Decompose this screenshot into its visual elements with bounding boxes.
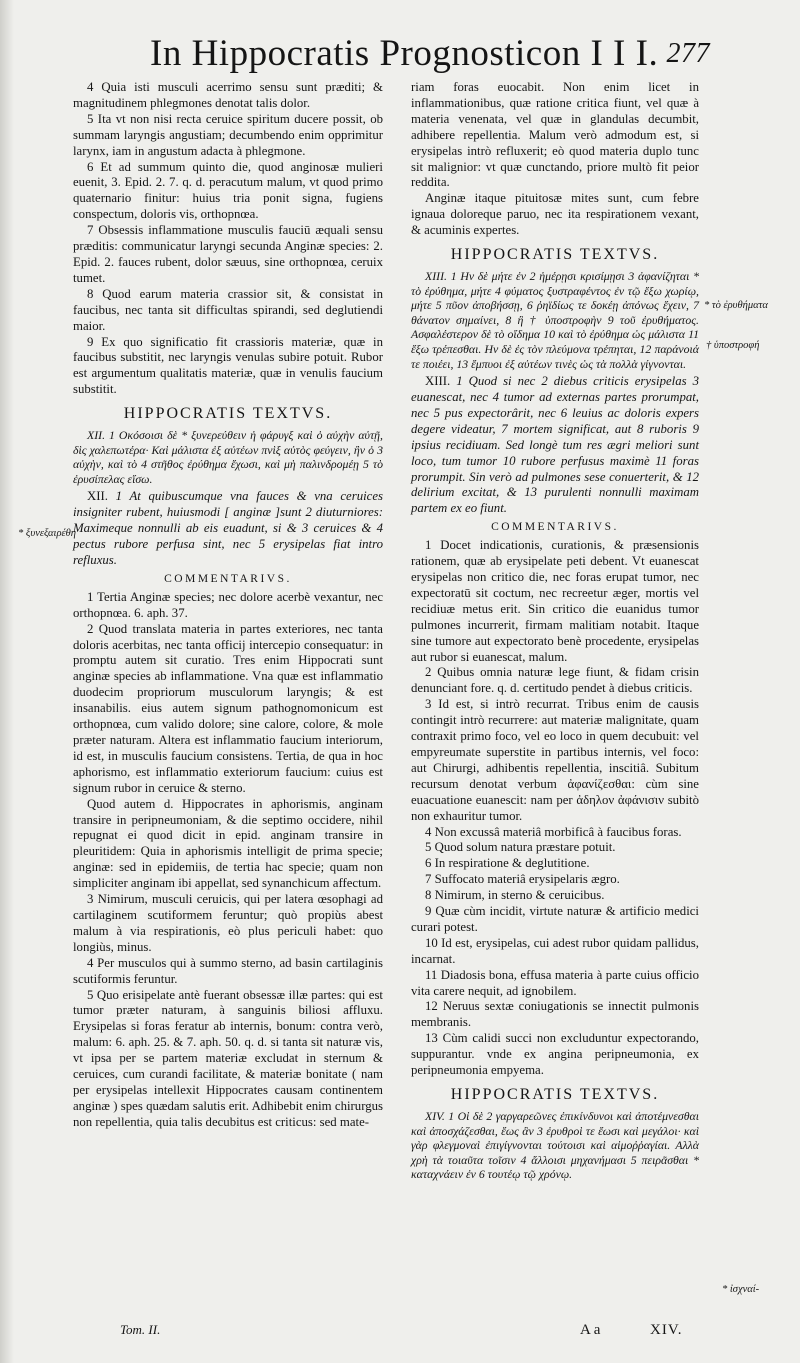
note-paragraph: 9 Ex quo significatio fit crassioris materiæ, quæ in faucibus substitit, nec laryngis venulas subire potuit. Rubor est argumentum qualitatis materiæ, quæ in venulis faucium substitit. (73, 334, 383, 397)
commentary-paragraph: 10 Id est, erysipelas, cui adest rubor quidam pallidus, incarnat. (411, 935, 699, 966)
latin-text-body: 1 Quod si nec 2 diebus criticis erysipelas 3 euanescat, nec 4 tumor ad externas partes prorumpat, nec 5 pus expectorârit, nec 6 leuius ac doloris expers degere videatur, 7 mortem significat, aut 8 ruboris 9 ipsius recidiuam. Sed longè tum res ægri meliori sunt loco, tum tumor 10 rubore perfusus maximè 11 foras prorumpit. Sin verò ad pulmones sese conuerterit, & 12 delirium excitat, & 13 purulenti nonnulli maximam partem ex eo fiunt. (411, 374, 699, 516)
section-title: HIPPOCRATIS TEXTVS. (123, 405, 333, 423)
latin-text-body: 1 At quibuscumque vna fauces & vna ceruices insigniter rubent, huiusmodi [ anginæ ]sunt 2 diuturniores: Maximeque nonnulli ab eis euadunt, si & 3 ceruices & 4 pectus rubore perfusa sint, nec 5 erysipelas fiat intro refluxus. (73, 489, 384, 568)
commentary-paragraph: 11 Diadosis bona, effusa materia à parte cuius officio vita carere nequit, ad ignobilem. (411, 967, 699, 998)
header-title: In Hippocratis Prognosticon I I I. (150, 33, 659, 74)
margin-note: * ἰσχναί- (722, 1284, 760, 1295)
section-title: HIPPOCRATIS TEXTVS. (450, 246, 660, 264)
greek-label: XIII. (425, 268, 447, 283)
greek-text-body: 1 Οἱ δὲ 2 γαργαρεῶνες ἐπικίνδυνοι καὶ ἀποτέμνεσθαι καὶ ἀποσχάζεσθαι, ἕως ἂν 3 ἐρυθροὶ τε ἔωσι καὶ μεγάλοι· καὶ γὰρ φλεγμοναὶ ἐπιγίγνονται τούτοισι καὶ αἱμοῤῥαγίαι. Αλλὰ χρὴ τὰ τοιαῦτα τοῖσιν 4 ἄλλοισι μηχανήμασι 5 πειρᾶσθαι * καταχνάειν ἐν 6 τουτέῳ τῷ χρόνῳ. (411, 1108, 699, 1182)
commentary-paragraph: 9 Quæ cùm incidit, virtute naturæ & artificio medici curari potest. (411, 904, 699, 934)
commentary-paragraph: Quod autem d. Hippocrates in aphorismis, anginam transire in peripneumoniam, & die septimo occidere, nihil repugnat ei quod dicit in epid. anginam transire in pleuritidem: Quia in aphorismis intelligit de prima specie; anginæ: sed in epidemiis, de tertia hac specie; quam non simpliciter anginam ibi appellat, sed synanchicum affectum. (73, 796, 383, 891)
commentary-paragraph: 6 In respiratione & deglutitione. (425, 856, 590, 871)
note-paragraph: riam foras euocabit. Non enim licet in inflammationibus, quæ ratione critica fiunt, vel quæ à materia venenata, vel quæ in glandulas decumbit, adhibere repellentia. Malum verò admodum est, si erysipelas intrò refluxerit; eò quod materia duplo tunc sit malignior: vt quæ cunctando, priore multò fit peior reddita. (411, 80, 699, 190)
margin-note: * ξυνεξαιρέθη (18, 528, 77, 539)
latin-text (73, 489, 383, 569)
note-paragraph: 5 Ita vt non nisi recta ceruice spiritum ducere possit, ob summam laryngis angustiam; decumbendo enim opprimitur larynx, iam in angustum adacta à phlegmone. (73, 111, 383, 158)
commentary-paragraph: 2 Quibus omnia naturæ lege fiunt, & fidam crisin denunciant fore. q. d. certitudo pendet à diebus criticis. (411, 665, 699, 696)
commentary-paragraph: 2 Quod translata materia in partes exteriores, nec tanta doloris acerbitas, nec tanta officij intercepio consequatur: in promptu autem sit curatio. Tres enim Hippocrati sunt anginæ species ab inflammatione. Vna quæ est inflammatio duodecim propriorum musculorum laryngis; & est insanabilis. eius autem signum pathognomonicum est orthopnœa, cum valido dolore; sine calore, colore, & mole præter naturam. Altera est inflammatio faucium interiorum, id est, in musculis faucium consistens. Tertia, de qua in hoc aphorismo, est inflammatio exteriorum faucium: cuius est signum rubor in ceruice & sterno. (73, 621, 383, 795)
greek-label: XII. (87, 428, 106, 443)
page-number: 277 (666, 38, 710, 69)
latin-text (411, 374, 699, 517)
commentary-title: COMMENTARIVS. (491, 521, 619, 534)
note-paragraph: 6 Et ad summum quinto die, quod anginosæ mulieri euenit, 3. Epid. 2. 7. q. d. peracutum malum, vt quod primo quaternario finitur: huius tria ponit signa, fugiens conspectum, doloris vis, orthopnœa. (73, 159, 383, 222)
running-header (150, 32, 710, 82)
greek-text (411, 1109, 699, 1182)
latin-label: XII. (87, 489, 108, 504)
greek-text (73, 428, 383, 486)
note-paragraph: 8 Quod earum materia crassior sit, & consistat in faucibus, nec tanta sit difficultas spirandi, sed deglutiendi maior. (73, 286, 383, 333)
page-gutter-shadow (0, 0, 14, 1363)
commentary-paragraph: 3 Id est, si intrò recurrat. Tribus enim de causis contingit intrò recurrere: aut materiæ malignitate, quam contraxit primo foco, vel eo loco in quem decubuit: vel empyreumate superstite in partibus internis, vel foco: aut Chirurgi, adhibentis repellentia, inscitiâ. Subitum recursum denotat verbum ἀφανίζεσθαι: cùm sine euacuatione euanescit: nam per ἀδηλον ἀφάνισιν subitò non exhauritur tumor. (411, 697, 699, 823)
greek-label: XIV. (425, 1108, 445, 1123)
left-column (73, 80, 383, 1131)
greek-text (411, 269, 699, 371)
commentary-title: COMMENTARIVS. (164, 572, 292, 585)
greek-text-body: 1 Οκόσοισι δὲ * ξυνερεύθειν ἡ φάρυγξ καὶ ὁ αὐχὴν αὐτῇ, δὶς χαλεπωτέρα· Καὶ μάλιστα ἐξ αὐτέων πνὶξ αὐτὸς φεύγειν, ἢν ὁ 3 αὐχὴν, καὶ τὸ 4 στῆθος ἐρύθημα ἔχωσι, καὶ μὴ παλινδρομέῃ 5 τὸ ἐρυσίπελας εἴσω. (73, 428, 383, 486)
commentary-paragraph: 7 Suffocato materiâ erysipelaris ægro. (425, 872, 620, 887)
right-column (411, 80, 699, 1182)
note-paragraph: 7 Obsessis inflammatione musculis fauciū æquali sensu præditis: communicatur laryngi secunda Anginæ species: 2. Epid. 2. fauces rubent, dolor sæuus, sine orthopnœa, ceruix tumet. (73, 223, 383, 285)
signature-mark: A a (580, 1322, 601, 1338)
commentary-paragraph: 8 Nimirum, in sterno & ceruicibus. (425, 888, 605, 903)
commentary-paragraph: 1 Tertia Anginæ species; nec dolore acerbè vexantur, nec orthopnœa. 6. aph. 37. (73, 589, 383, 620)
margin-note: * τὸ ἐρυθήματα (704, 300, 768, 311)
volume-mark: Tom. II. (120, 1322, 161, 1337)
latin-label: XIII. (425, 374, 451, 389)
commentary-paragraph: 5 Quod solum natura præstare potuit. (425, 840, 616, 855)
commentary-paragraph: 1 Docet indicationis, curationis, & præsensionis rationem, quæ ab erysipelate peti debent. Vt euanescat erysipelas non critico die, nec foras erupat tumor, nec expectoratū sit coctum, nec recreetur æger, mortis vel recidiuæ metus erit. Sin critico die euanidus tumor pulmones incurrerit, firmam malitiam notabit. Itaque sine tumore aut expectorato benè procedente, erysipelas aut rubor si euanescat, malum. (411, 538, 699, 664)
greek-text-body: 1 Ην δὲ μήτε ἐν 2 ἡμέρῃσι κρισίμῃσι 3 ἀφανίζηται * τὸ ἐρύθημα, μήτε 4 φύματος ξυστραφέντος ἐν τῷ ἔξω χωρίῳ, μήτε 5 πῦον ἀποβήσσῃ, 6 ῥηϊδίως τε δοκέῃ ἀπόνως ἔχειν, 7 θάνατον σημαίνει, 8 ἢ † ὑποστροφὴν 9 τοῦ ἐρυθήματος. Ασφαλέστερον δὲ τὸ οἴδημα 10 καὶ τὸ ἐρύθημα ὡς μάλιστα 11 ἔξω τρέπεσθαι. Ην δὲ ἐς τὸν πλεύμονα τρέπηται, 12 παράνοιά τε ποιέει, 13 ἔμπυοι ἐξ αὐτέων τινὲς ὡς τὰ πολλὰ γίγνονται. (411, 268, 699, 371)
commentary-paragraph: 3 Nimirum, musculi ceruicis, qui per latera œsophagi ad cartilaginem scutiformem feruntur; quò propiùs abest malum à via respirationis, eò plus periculi habet: quo longiùs, minus. (73, 892, 383, 954)
commentary-paragraph: 4 Per musculos qui à summo sterno, ad basin cartilaginis scutiformis feruntur. (73, 955, 383, 986)
note-paragraph: 4 Quia isti musculi acerrimo sensu sunt præditi; & magnitudinem phlegmones denotat talis dolor. (73, 80, 383, 110)
note-paragraph: Anginæ itaque pituitosæ mites sunt, cum febre ignaua doloreque paruo, nec ita respirationem vexant, & acuminis expertes. (411, 191, 699, 238)
commentary-paragraph: 5 Quo erisipelate antè fuerant obsessæ illæ partes: qui est tumor præter naturam, à sanguinis biliosi affluxu. Erysipelas si foras feratur ab internis, bonum: contra verò, malum: 6. aph. 25. & 7. aph. 50. q. d. si tanta sit naturæ vis, vt ipsa per se partem materiæ excludat in sternum & ceruices, cum curandi facilitate, & materiæ bonitate ( nam per erysipelas intellexit Hippocrates causam continentem anginæ ) spes quædam salutis erit. Adhibebit enim chirurgus non repellentia, quia talis decubitus est criticus: sed mate- (73, 987, 383, 1129)
commentary-paragraph: 13 Cùm calidi succi non excluduntur expectorando, suppurantur. vnde ex angina peripneumonia, ex peripneumonia empyema. (411, 1031, 699, 1078)
margin-note: † ὑποστροφή (706, 340, 760, 351)
commentary-paragraph: 12 Neruus sextæ coniugationis se innectit pulmonis membranis. (411, 999, 699, 1030)
section-title: HIPPOCRATIS TEXTVS. (450, 1086, 660, 1103)
commentary-paragraph: 4 Non excussâ materiâ morbificâ à faucibus foras. (425, 824, 682, 839)
catchword: XIV. (650, 1322, 683, 1338)
